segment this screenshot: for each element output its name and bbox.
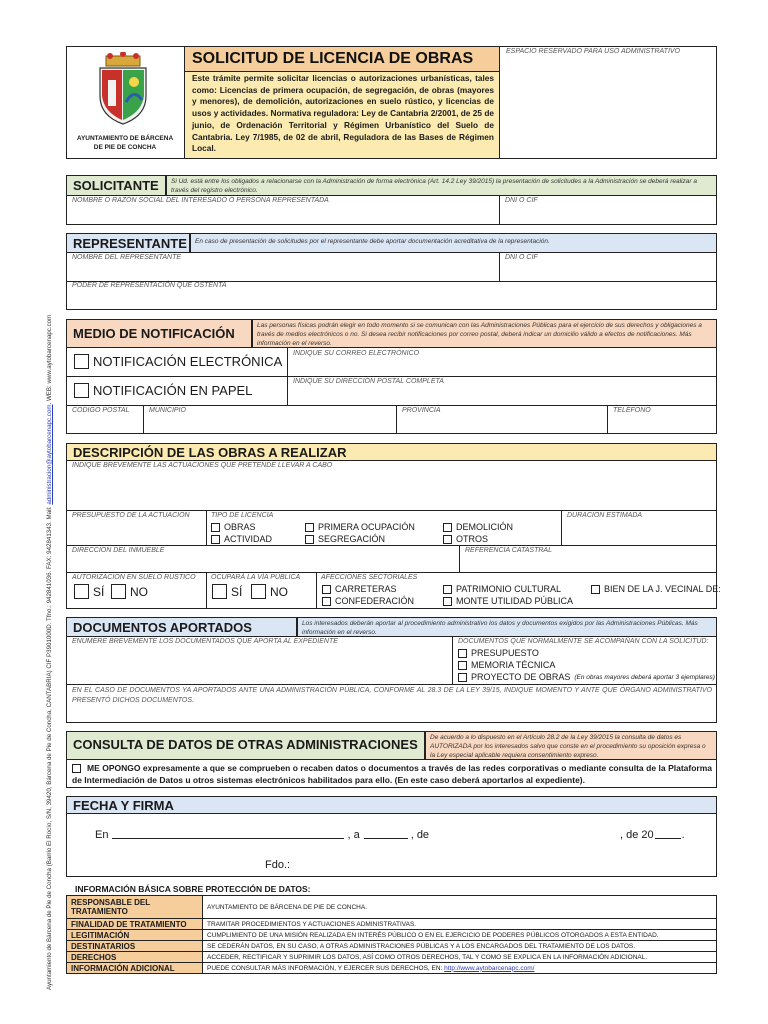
rustico-si-label: SÍ: [93, 584, 105, 599]
proteccion-info-link[interactable]: http://www.aytobarcenapc.com/: [444, 964, 535, 972]
proteccion-row-label: INFORMACIÓN ADICIONAL: [67, 963, 203, 974]
proteccion-row-label: RESPONSABLE DEL TRATAMIENTO: [67, 896, 203, 919]
email-input[interactable]: [288, 358, 716, 375]
proteccion-row-value: SE CEDERÁN DATOS, EN SU CASO, A OTRAS ADMINISTRACIONES PÚBLICAS Y A LOS ENCARGADOS DEL TRATAMIENTO DE LOS DATOS.: [203, 941, 717, 952]
opongo-text: [72, 762, 712, 786]
poder-input[interactable]: [67, 290, 716, 309]
doc-proyecto-option[interactable]: [458, 672, 715, 682]
proteccion-row-label: LEGITIMACIÓN: [67, 930, 203, 941]
duracion-label: DURACIÓN ESTIMADA: [567, 512, 643, 519]
solicitante-name-label: NOMBRE O RAZÓN SOCIAL DEL INTERESADO O PERSONA REPRESENTADA: [72, 197, 329, 204]
doc-memoria-checkbox[interactable]: [458, 661, 467, 670]
firma-de20: , de 20: [620, 829, 654, 841]
tipo-otros-label: OTROS: [456, 534, 489, 544]
proteccion-row-label: DERECHOS: [67, 952, 203, 963]
provincia-label: PROVINCIA: [402, 407, 441, 414]
bien-label: BIEN DE LA J. VECINAL DE:: [604, 584, 721, 594]
confederacion-checkbox[interactable]: [322, 597, 331, 606]
coat-of-arms-icon: [92, 52, 154, 126]
duracion-input[interactable]: [562, 522, 716, 544]
proteccion-row-value: TRAMITAR PROCEDIMIENTOS Y ACTUACIONES ADMINISTRATIVAS.: [203, 919, 717, 930]
catastral-input[interactable]: [460, 556, 716, 571]
tipo-demolicion-checkbox[interactable]: [443, 523, 452, 532]
notificacion-papel-label: NOTIFICACIÓN EN PAPEL: [93, 383, 253, 398]
consulta-note: De acuerdo a lo dispuesto en el Artículo 28.2 de la Ley 39/2015 la consulta de datos es AUTORIZADA por los interesados salvo que conste en el procedimiento su oposición expresa o la Ley especial aplicable requiera consentimiento expreso.: [425, 731, 717, 760]
firma-year-line: , de 20 .: [620, 829, 685, 841]
solicitante-name-input[interactable]: [67, 205, 498, 224]
firma-lugar-input[interactable]: [112, 838, 344, 839]
via-no-label: NO: [270, 584, 288, 599]
tipo-actividad-checkbox[interactable]: [211, 535, 220, 544]
proteccion-row: [67, 963, 717, 974]
proteccion-title: INFORMACIÓN BÁSICA SOBRE PROTECCIÓN DE DATOS:: [75, 884, 311, 894]
tipo-obras-option[interactable]: [211, 522, 256, 532]
via-no-option[interactable]: [251, 584, 288, 599]
municipio-label: MUNICIPIO: [149, 407, 186, 414]
proteccion-row-value: [203, 963, 717, 974]
notificacion-note: Las personas físicas podrán elegir en todo momento si se comunican con las Administraciones Públicas para el ejercicio de sus derechos y obligaciones a través de medios electrónicos o no. Si desea recibir notificaciones por correo postal, deberá indicar un domicilio válido a efectos de notificaciones. Más información en el reverso.: [252, 319, 717, 348]
solicitante-note: Si Ud. está entre los obligados a relacionarse con la Administración de forma electrónica (Art. 14.2 Ley 39/2015) la presentación de solicitudes a la Administración se deberá realizar a través del registro electrónico.: [166, 175, 717, 196]
consulta-title: CONSULTA DE DATOS DE OTRAS ADMINISTRACIONES: [66, 731, 425, 760]
postal-label: INDIQUE SU DIRECCIÓN POSTAL COMPLETA: [293, 378, 444, 385]
patrimonio-checkbox[interactable]: [443, 585, 452, 594]
tipo-primera-option[interactable]: [305, 522, 415, 532]
actuaciones-input[interactable]: [67, 471, 716, 509]
rustico-label: AUTORIZACIÓN EN SUELO RÚSTICO: [72, 574, 196, 581]
proteccion-row: [67, 930, 717, 941]
patrimonio-option[interactable]: [443, 584, 561, 594]
rustico-si-checkbox[interactable]: [74, 584, 89, 599]
provincia-input[interactable]: [397, 416, 606, 433]
admin-space-label: ESPACIO RESERVADO PARA USO ADMINISTRATIVO: [506, 48, 680, 55]
doc-presupuesto-option[interactable]: [458, 648, 539, 658]
side-contact-text: [46, 170, 53, 990]
cp-label: CÓDIGO POSTAL: [72, 407, 130, 414]
notificacion-papel-option[interactable]: [74, 383, 252, 398]
proteccion-info-text: PUEDE CONSULTAR MÁS INFORMACIÓN, Y EJERCER SUS DERECHOS, EN:: [207, 964, 445, 972]
via-si-label: SÍ: [231, 584, 243, 599]
tipo-otros-option[interactable]: [443, 534, 488, 544]
catastral-label: REFERENCIA CATASTRAL: [465, 547, 552, 554]
proteccion-row-value: ACCEDER, RECTIFICAR Y SUPRIMIR LOS DATOS, ASÍ COMO OTROS DERECHOS, TAL Y COMO SE EXPLICA EN LA INFORMACIÓN ADICIONAL.: [203, 952, 717, 963]
patrimonio-label: PATRIMONIO CULTURAL: [456, 584, 562, 594]
enumere-input[interactable]: [67, 647, 451, 683]
opongo-checkbox[interactable]: [72, 764, 81, 773]
carreteras-option[interactable]: [322, 584, 397, 594]
rustico-si-option[interactable]: [74, 584, 104, 599]
tipo-demolicion-label: DEMOLICIÓN: [456, 522, 514, 532]
doc-proyecto-label: PROYECTO DE OBRAS: [471, 672, 571, 682]
form-title: SOLICITUD DE LICENCIA DE OBRAS: [192, 50, 474, 67]
firma-de: , de: [410, 829, 430, 841]
cp-input[interactable]: [67, 416, 142, 433]
proteccion-row: [67, 941, 717, 952]
obras-title: DESCRIPCIÓN DE LAS OBRAS A REALIZAR: [66, 443, 717, 461]
representante-dni-input[interactable]: [500, 262, 716, 280]
tipo-primera-label: PRIMERA OCUPACIÓN: [318, 522, 415, 532]
tipo-segregacion-option[interactable]: [305, 534, 385, 544]
org-name-line2: DE PIE DE CONCHA: [93, 144, 157, 151]
solicitante-title: SOLICITANTE: [66, 175, 166, 196]
ya-aportados-input[interactable]: [67, 706, 716, 722]
documentos-note: Los interesados deberán aportar al procedimiento administrativo los datos y documentos exigidos por las Administraciones Públicas. Más información en el reverso.: [297, 617, 717, 637]
firma-title: FECHA Y FIRMA: [66, 796, 717, 814]
via-si-checkbox[interactable]: [212, 584, 227, 599]
tipo-demolicion-option[interactable]: [443, 522, 513, 532]
poder-label: PODER DE REPRESENTACIÓN QUE OSTENTA: [72, 282, 227, 289]
tipo-obras-checkbox[interactable]: [211, 523, 220, 532]
notificacion-electronica-checkbox[interactable]: [74, 354, 89, 369]
representante-dni-label: DNI O CIF: [505, 254, 538, 261]
side-web-text: . WEB: www.aytobarcenapc.com: [46, 314, 53, 405]
tipo-segregacion-checkbox[interactable]: [305, 535, 314, 544]
proteccion-row-label: DESTINATARIOS: [67, 941, 203, 952]
postal-input[interactable]: [288, 387, 716, 404]
solicitante-dni-label: DNI O CIF: [505, 197, 538, 204]
bien-option[interactable]: [591, 584, 721, 594]
form-description: Este trámite permite solicitar licencias o autorizaciones urbanísticas, tales como: Licencias de primera ocupación, de segregación, de obras (mayores y menores), de demolición, autorizaciones en suelo rústico, y licencias de usos y actividades. Normativa reguladora: Ley de Cantabria 2/2001, de 25 de junio, de Ordenación Territorial y Régimen Urbanístico del Suelo de Cantabria. Ley 7/1985, de 02 de abril, Reguladora de las Bases de Régimen Local.: [192, 73, 494, 154]
rustico-no-checkbox[interactable]: [111, 584, 126, 599]
confederacion-option[interactable]: [322, 596, 414, 606]
opongo-label: ME OPONGO expresamente a que se comprueben o recaben datos o documentos a través de las redes corporativas o mediante consulta de la Plataforma de Intermediación de Datos u otros sistemas electrónicos habilitados para ello. (En este caso deberá aportarlos al expediente).: [72, 763, 712, 785]
doc-presupuesto-checkbox[interactable]: [458, 649, 467, 658]
firma-date-line: [95, 829, 429, 841]
side-main-text: Ayuntamiento de Bárcena de Pie de Concha (Barrio El Rocío, S/N, 39420, Bárcena de Pie de Concha, CANTABRIA) CIF P3901000D. Tfno.: 942841036. FAX: 942841343. Mail:: [46, 504, 53, 990]
tipo-actividad-option[interactable]: [211, 534, 272, 544]
doc-proyecto-checkbox[interactable]: [458, 673, 467, 682]
side-email-link[interactable]: administracion@aytobarcenapc.com: [46, 404, 53, 505]
firma-en: En: [95, 829, 109, 841]
via-no-checkbox[interactable]: [251, 584, 266, 599]
proteccion-row-value: CUMPLIMIENTO DE UNA MISIÓN REALIZADA EN INTERÉS PÚBLICO O EN EL EJERCICIO DE PODERES PÚBLICOS OTORGADOS A ESTA ENTIDAD.: [203, 930, 717, 941]
presupuesto-input[interactable]: [67, 522, 205, 544]
via-label: OCUPARÁ LA VÍA PÚBLICA: [211, 574, 301, 581]
documentos-title: DOCUMENTOS APORTADOS: [66, 617, 297, 637]
firma-dia-input[interactable]: [364, 838, 408, 839]
tipo-actividad-label: ACTIVIDAD: [224, 534, 273, 544]
telefono-label: TELÉFONO: [613, 407, 651, 414]
tipo-obras-label: OBRAS: [224, 522, 256, 532]
monte-label: MONTE UTILIDAD PÚBLICA: [456, 596, 574, 606]
presupuesto-label: PRESUPUESTO DE LA ACTUACIÓN: [72, 512, 190, 519]
monte-checkbox[interactable]: [443, 597, 452, 606]
proteccion-row: [67, 952, 717, 963]
doc-proyecto-note: (En obras mayores deberá aportar 3 ejemplares): [574, 673, 715, 681]
representante-title: REPRESENTANTE: [66, 233, 190, 253]
ya-aportados-label: EN EL CASO DE DOCUMENTOS YA APORTADOS ANTE UNA ADMINISTRACIÓN PÚBLICA, CONFORME AL 28.3 DE LA LEY 39/15, INDIQUE MOMENTO Y ANTE QUE ÓRGANO ADMINISTRATIVO PRESENTÓ DICHOS DOCUMENTOS.: [72, 687, 712, 704]
notificacion-papel-checkbox[interactable]: [74, 383, 89, 398]
rustico-no-option[interactable]: [111, 584, 148, 599]
proteccion-row-value: AYUNTAMIENTO DE BÁRCENA DE PIE DE CONCHA.: [203, 896, 717, 919]
solicitante-dni-input[interactable]: [500, 205, 716, 224]
tipo-label: TIPO DE LICENCIA: [211, 512, 274, 519]
actuaciones-label: INDIQUE BREVEMENTE LAS ACTUACIONES QUE PRETENDE LLEVAR A CABO: [72, 462, 333, 469]
bien-checkbox[interactable]: [591, 585, 600, 594]
doc-presupuesto-label: PRESUPUESTO: [471, 648, 539, 658]
representante-name-input[interactable]: [67, 262, 498, 280]
notificacion-electronica-label: NOTIFICACIÓN ELECTRÓNICA: [93, 354, 283, 369]
notificacion-electronica-option[interactable]: [74, 354, 282, 369]
proteccion-table: [66, 895, 717, 974]
direccion-input[interactable]: [67, 556, 458, 571]
telefono-input[interactable]: [608, 416, 716, 433]
representante-name-label: NOMBRE DEL REPRESENTANTE: [72, 254, 182, 261]
afecciones-label: AFECCIONES SECTORIALES: [321, 574, 418, 581]
tipo-segregacion-label: SEGREGACIÓN: [318, 534, 386, 544]
proteccion-row-label: FINALIDAD DE TRATAMIENTO: [67, 919, 203, 930]
tipo-primera-checkbox[interactable]: [305, 523, 314, 532]
normal-docs-label: DOCUMENTOS QUE NORMALMENTE SE ACOMPAÑAN CON LA SOLICITUD:: [458, 638, 709, 645]
firma-fdo: Fdo.:: [265, 859, 291, 871]
confederacion-label: CONFEDERACIÓN: [335, 596, 415, 606]
direccion-label: DIRECCIÓN DEL INMUEBLE: [72, 547, 165, 554]
via-si-option[interactable]: [212, 584, 242, 599]
firma-a: , a: [347, 829, 360, 841]
carreteras-label: CARRETERAS: [335, 584, 397, 594]
firma-anio-input[interactable]: [655, 838, 681, 839]
rustico-no-label: NO: [130, 584, 148, 599]
tipo-otros-checkbox[interactable]: [443, 535, 452, 544]
carreteras-checkbox[interactable]: [322, 585, 331, 594]
enumere-label: ENUMERE BREVEMENTE LOS DOCUMENTADOS QUE APORTA AL EXPEDIENTE: [72, 638, 338, 645]
doc-memoria-option[interactable]: [458, 660, 555, 670]
notificacion-title: MEDIO DE NOTIFICACIÓN: [66, 319, 252, 348]
representante-note: En caso de presentación de solicitudes por el representante debe aportar documentación acreditativa de la representación.: [190, 233, 717, 253]
monte-option[interactable]: [443, 596, 573, 606]
org-name-line1: AYUNTAMIENTO DE BÁRCENA: [76, 135, 174, 142]
doc-memoria-label: MEMORIA TÉCNICA: [471, 660, 556, 670]
municipio-input[interactable]: [144, 416, 395, 433]
email-label: INDIQUE SU CORREO ELECTRÓNICO: [293, 350, 420, 357]
proteccion-row: [67, 896, 717, 919]
proteccion-row: [67, 919, 717, 930]
